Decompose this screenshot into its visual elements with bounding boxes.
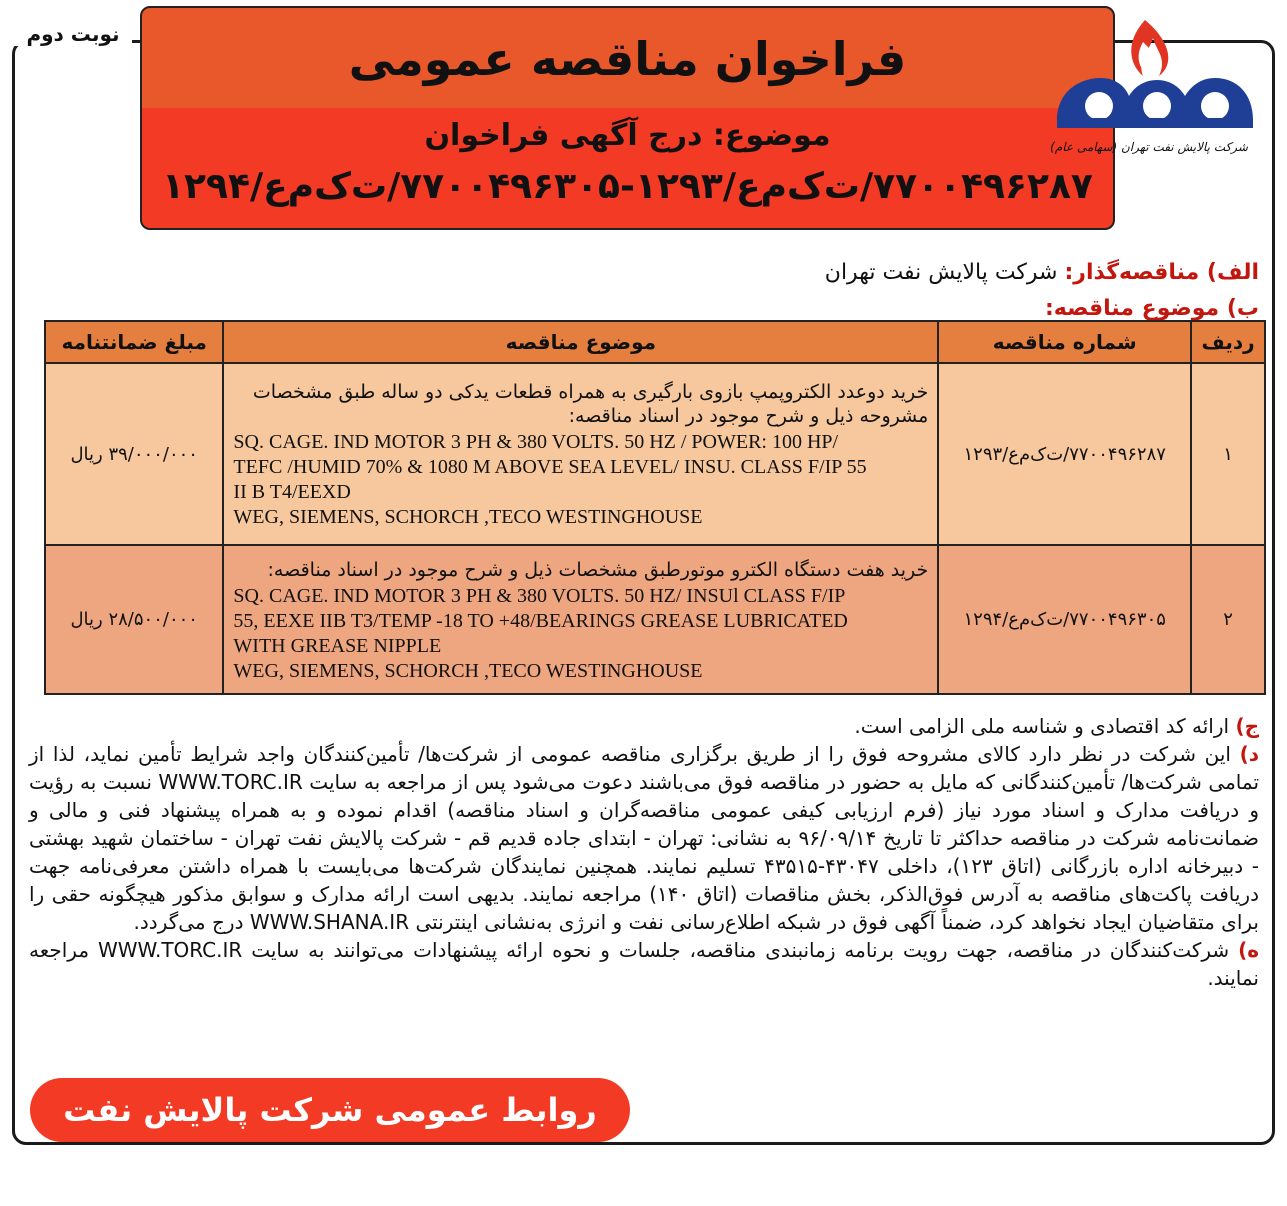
- row-desc-en-2: 55, EEXE IIB T3/TEMP -18 TO +48/BEARINGS GREASE LUBRICATED: [233, 609, 848, 632]
- row-desc-en-4: WEG, SIEMENS, SCHORCH ,TECO WESTINGHOUSE: [233, 506, 703, 528]
- paragraph-e-label: ه): [1238, 938, 1260, 962]
- section-b: [359, 296, 1259, 321]
- header-number: شماره مناقصه: [938, 321, 1191, 363]
- header-index: ردیف: [1191, 321, 1265, 363]
- section-a: [359, 260, 1259, 285]
- row-desc-en-1: SQ. CAGE. IND MOTOR 3 PH & 380 VOLTS. 50 HZ / POWER: 100 HP/: [233, 431, 839, 453]
- row-desc-en-4: WEG, SIEMENS, SCHORCH ,TECO WESTINGHOUSE: [233, 659, 703, 682]
- section-a-value: شرکت پالایش نفت تهران: [824, 260, 1058, 285]
- subject-line: موضوع: درج آگهی فراخوان: [424, 118, 831, 153]
- table-row: [45, 363, 1265, 545]
- row-index: ۱: [1191, 363, 1265, 545]
- row-desc-fa: خرید دوعدد الکتروپمپ بازوی بارگیری به همراه قطعات یدکی دو ساله طبق مشخصات مشروحه ذیل و شرح موجود در اسناد مناقصه:: [252, 381, 929, 427]
- paragraph-d-text: این شرکت در نظر دارد کالای مشروحه فوق را از طریق برگزاری مناقصه عمومی از شرکت‌ها/ تأمین‌کنندگان واجد شرایط تأمین نماید، لذا از تمامی شرکت‌ها/ تأمین‌کنندگانی که مایل به حضور در مناقصه فوق می‌باشند دعوت می‌شود پس از مراجعه به سایت WWW.TORC.IR نسبت به رؤیت و دریافت مدارک و اسناد مورد نیاز (فرم ارزیابی کیفی عمومی مناقصه‌گران و اسناد مناقصه) اقدام نموده و به همراه پیشنهاد فنی و مالی و ضمانت‌نامه شرکت در مناقصه حداکثر تا تاریخ ۹۶/۰۹/۱۴ به نشانی: تهران - ابتدای جاده قدیم قم - شرکت پالایش نفت تهران - ساختمان شهید بهشتی - دبیرخانه اداره بازرگانی (اتاق ۱۲۳)، داخلی ۴۳۰۴۷-۴۳۵۱۵ تسلیم نمایند. همچنین نمایندگان شرکت‌ها می‌بایست با همراه داشتن معرفی‌نامه جهت دریافت پاکت‌های مناقصه به آدرس فوق‌الذکر، بخش مناقصات (اتاق ۱۴۰) مراجعه نمایند. بدیهی است ارائه مدارک و سوابق مذکور هیچگونه حقی را برای متقاضیان ایجاد نخواهد کرد، ضمناً آگهی فوق در شبکه اطلاع‌رسانی نفت و انرژی به‌نشانی اینترنتی WWW.SHANA.IR درج می‌گردد.: [29, 742, 1260, 934]
- table-header-row: [45, 321, 1265, 363]
- header-title-box: [140, 6, 1115, 110]
- page-title: فراخوان مناقصه عمومی: [348, 32, 907, 86]
- section-a-label: الف) مناقصه‌گذار:: [1064, 260, 1259, 285]
- tender-table: [44, 320, 1266, 695]
- row-index: ۲: [1191, 545, 1265, 694]
- round-label: نوبت دوم: [14, 22, 132, 46]
- row-description: [223, 545, 938, 694]
- header-subject: موضوع مناقصه: [223, 321, 938, 363]
- paragraph-c: [29, 712, 1259, 740]
- paragraph-c-text: ارائه کد اقتصادی و شناسه ملی الزامی است.: [854, 714, 1230, 738]
- row-number: ۷۷۰۰۴۹۶۲۸۷/ت‌ک‌م‌ع/۱۲۹۳: [938, 363, 1191, 545]
- row-desc-en-3: II B T4/EEXD: [233, 481, 351, 503]
- row-desc-en-1: SQ. CAGE. IND MOTOR 3 PH & 380 VOLTS. 50 HZ/ INSUl CLASS F/IP: [233, 584, 846, 607]
- header-amount: مبلغ ضمانتنامه: [45, 321, 223, 363]
- table-row: [45, 545, 1265, 694]
- logo-caption: شرکت پالایش نفت تهران (سهامی عام): [1050, 140, 1248, 154]
- paragraph-d-label: د): [1239, 742, 1259, 766]
- row-desc-en-3: WITH GREASE NIPPLE: [233, 634, 442, 657]
- row-amount: ۳۹/۰۰۰/۰۰۰ ریال: [45, 363, 223, 545]
- row-desc-en-2: TEFC /HUMID 70% & 1080 M ABOVE SEA LEVEL/ INSU. CLASS F/IP 55: [233, 456, 867, 478]
- row-desc-fa: خرید هفت دستگاه الکترو موتورطبق مشخصات ذیل و شرح موجود در اسناد مناقصه:: [267, 558, 929, 581]
- paragraph-e-text: شرکت‌کنندگان در مناقصه، جهت رویت برنامه زمانبندی مناقصه، جلسات و نحوه ارائه پیشنهادات می‌توانند به سایت WWW.TORC.IR مراجعه نمایند.: [29, 938, 1259, 990]
- row-amount: ۲۸/۵۰۰/۰۰۰ ریال: [45, 545, 223, 694]
- body-text: [29, 712, 1259, 992]
- paragraph-e: [29, 936, 1259, 992]
- tender-codes: ۷۷۰۰۴۹۶۲۸۷/ت‌ک‌م‌ع/۱۲۹۳-۷۷۰۰۴۹۶۳۰۵/ت‌ک‌م‌ع/۱۲۹۴: [162, 166, 1093, 207]
- row-number: ۷۷۰۰۴۹۶۳۰۵/ت‌ک‌م‌ع/۱۲۹۴: [938, 545, 1191, 694]
- paragraph-c-label: ج): [1235, 714, 1259, 738]
- section-b-label: ب) موضوع مناقصه:: [1044, 296, 1259, 321]
- row-description: [223, 363, 938, 545]
- footer-banner: روابط عمومی شرکت پالایش نفت تهران: [30, 1078, 630, 1142]
- paragraph-d: [29, 740, 1259, 936]
- header-subject-box: [140, 108, 1115, 230]
